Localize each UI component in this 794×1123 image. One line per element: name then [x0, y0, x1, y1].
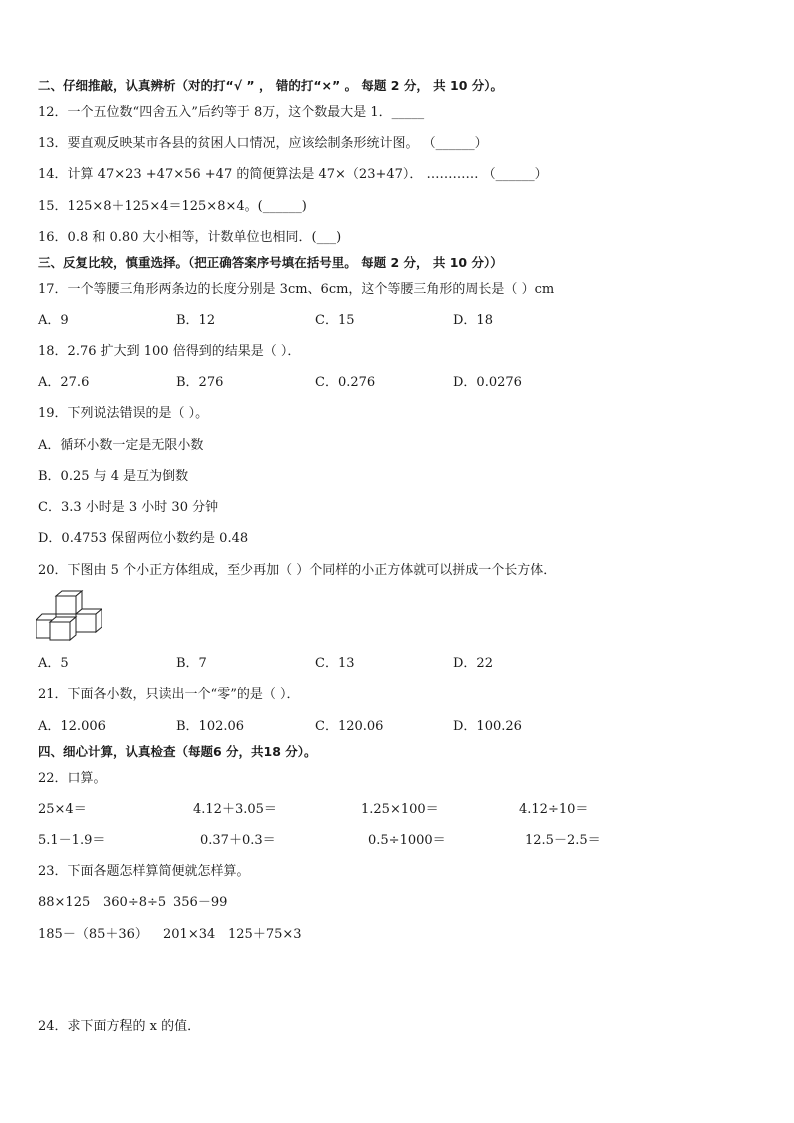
simplify-calc-item: 88×125	[38, 895, 91, 910]
simplify-calc-item: 356－99	[173, 895, 228, 910]
q20-option-c: C．13	[315, 656, 355, 671]
cube-front-face	[56, 596, 76, 614]
question-14: 14．计算 47×23 +47×56 +47 的简便算法是 47×（23+47）． ………… （______）	[38, 167, 548, 182]
q17-option-a: A．9	[38, 313, 69, 328]
q20-option-d: D．22	[453, 656, 493, 671]
section3-heading: 三、反复比较，慎重选择。（把正确答案序号填在括号里。 每题 2 分， 共 10 分））	[38, 255, 503, 270]
q21-option-d: D．100.26	[453, 719, 522, 734]
question-17: 17．一个等腰三角形两条边的长度分别是 3cm、6cm，这个等腰三角形的周长是（ ）cm	[38, 282, 555, 297]
question-20: 20．下图由 5 个小正方体组成，至少再加（ ）个同样的小正方体就可以拼成一个长方体．	[38, 563, 557, 578]
question-24: 24．求下面方程的 x 的值．	[38, 1019, 201, 1034]
q18-option-b: B．276	[176, 375, 224, 390]
q17-option-b: B．12	[176, 313, 216, 328]
oral-calc-item: 12.5－2.5＝	[525, 833, 601, 848]
question-18: 18．2.76 扩大到 100 倍得到的结果是（ ）．	[38, 344, 301, 359]
q20-option-b: B．7	[176, 656, 207, 671]
q17-option-c: C．15	[315, 313, 355, 328]
question-16: 16．0.8 和 0.80 大小相等，计数单位也相同．(___)	[38, 230, 342, 245]
q19-option-c: C．3.3 小时是 3 小时 30 分钟	[38, 500, 219, 515]
q17-option-d: D．18	[453, 313, 493, 328]
q18-option-d: D．0.0276	[453, 375, 522, 390]
q19-option-d: D．0.4753 保留两位小数约是 0.48	[38, 531, 249, 546]
oral-calc-item: 4.12÷10＝	[519, 802, 589, 817]
cube-front-face	[76, 614, 96, 632]
question-21: 21．下面各小数，只读出一个“零”的是（ ）．	[38, 687, 300, 702]
simplify-calc-item: 201×34	[163, 927, 216, 942]
question-13: 13．要直观反映某市各县的贫困人口情况，应该绘制条形统计图。 （______）	[38, 136, 488, 151]
question-23: 23．下面各题怎样算简便就怎样算。	[38, 864, 250, 879]
q18-option-a: A．27.6	[38, 375, 90, 390]
cubes-figure	[36, 590, 102, 642]
q21-option-c: C．120.06	[315, 719, 384, 734]
oral-calc-item: 0.37＋0.3＝	[200, 833, 276, 848]
question-12: 12．一个五位数“四舍五入”后约等于 8万，这个数最大是 1．_____	[38, 105, 425, 120]
oral-calc-item: 4.12＋3.05＝	[193, 802, 277, 817]
question-19: 19．下列说法错误的是（ ）。	[38, 406, 209, 421]
oral-calc-item: 25×4＝	[38, 802, 87, 817]
oral-calc-item: 0.5÷1000＝	[368, 833, 446, 848]
cube-front-face	[50, 622, 70, 640]
simplify-calc-item: 360÷8÷5	[103, 895, 167, 910]
simplify-calc-item: 125＋75×3	[228, 927, 302, 942]
q21-option-b: B．102.06	[176, 719, 245, 734]
simplify-calc-item: 185－（85＋36）	[38, 927, 148, 942]
section2-heading: 二、仔细推敲，认真辨析（对的打“√ ” ， 错的打“×” 。 每题 2 分， 共 10 分）。	[38, 78, 504, 93]
q19-option-b: B．0.25 与 4 是互为倒数	[38, 469, 189, 484]
q19-option-a: A．循环小数一定是无限小数	[38, 438, 204, 453]
q20-option-a: A．5	[38, 656, 69, 671]
q21-option-a: A．12.006	[38, 719, 106, 734]
oral-calc-item: 5.1－1.9＝	[38, 833, 106, 848]
q18-option-c: C．0.276	[315, 375, 376, 390]
question-22: 22．口算。	[38, 771, 107, 786]
section4-heading: 四、细心计算，认真检查（每题6 分，共18 分）。	[38, 744, 317, 759]
question-15: 15．125×8＋125×4＝125×8×4。(______)	[38, 199, 307, 214]
oral-calc-item: 1.25×100＝	[361, 802, 439, 817]
